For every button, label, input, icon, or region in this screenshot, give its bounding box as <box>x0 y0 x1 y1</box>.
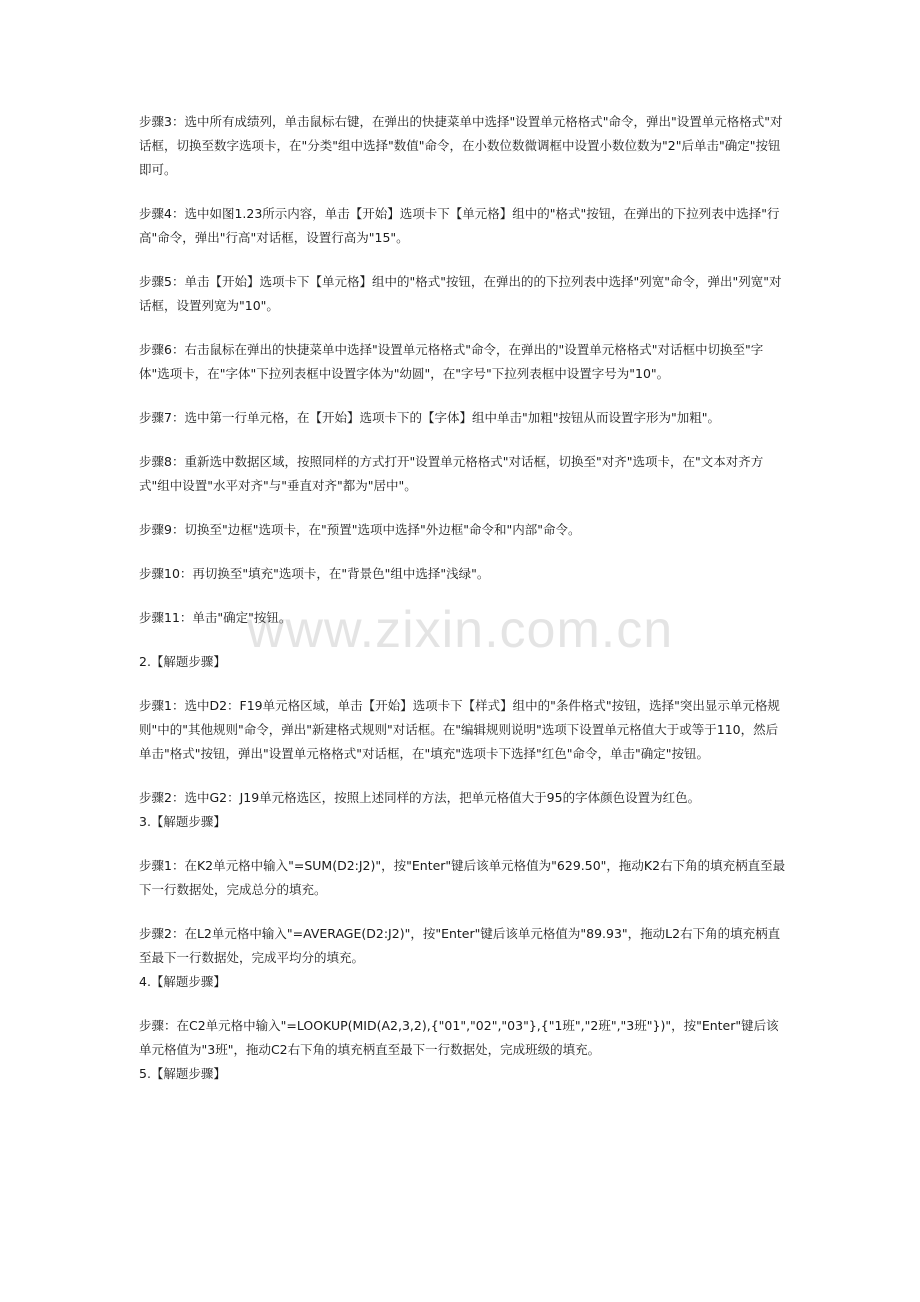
paragraph-q2-step-1: 步骤1：选中D2：F19单元格区域，单击【开始】选项卡下【样式】组中的"条件格式"按钮，选择"突出显示单元格规则"中的"其他规则"命令，弹出"新建格式规则"对话框。在"编辑规则说明"选项下设置单元格值大于或等于110，然后单击"格式"按钮，弹出"设置单元格格式"对话框，在"填充"选项卡下选择"红色"命令，单击"确定"按钮。 <box>139 698 780 761</box>
section-heading-4: 4.【解题步骤】 <box>139 974 226 989</box>
paragraph-q3-step-1: 步骤1：在K2单元格中输入"=SUM(D2:J2)"，按"Enter"键后该单元格值为"629.50"，拖动K2右下角的填充柄直至最下一行数据处，完成总分的填充。 <box>139 858 786 897</box>
paragraph-q4-step: 步骤：在C2单元格中输入"=LOOKUP(MID(A2,3,2),{"01","02","03"},{"1班","2班","3班"})"，按"Enter"键后该单元格值为"3班"，拖动C2右下角的填充柄直至最下一行数据处，完成班级的填充。 <box>139 1018 779 1057</box>
paragraph-step-7: 步骤7：选中第一行单元格，在【开始】选项卡下的【字体】组中单击"加粗"按钮从而设置字形为"加粗"。 <box>139 410 720 425</box>
paragraph-step-3: 步骤3：选中所有成绩列，单击鼠标右键，在弹出的快捷菜单中选择"设置单元格格式"命令，弹出"设置单元格格式"对话框，切换至数字选项卡，在"分类"组中选择"数值"命令，在小数位数微调框中设置小数位数为"2"后单击"确定"按钮即可。 <box>139 114 783 177</box>
paragraph-step-5: 步骤5：单击【开始】选项卡下【单元格】组中的"格式"按钮，在弹出的的下拉列表中选择"列宽"命令，弹出"列宽"对话框，设置列宽为"10"。 <box>139 274 782 313</box>
paragraph-q3-step-2: 步骤2：在L2单元格中输入"=AVERAGE(D2:J2)"，按"Enter"键后该单元格值为"89.93"，拖动L2右下角的填充柄直至最下一行数据处，完成平均分的填充。 <box>139 926 781 965</box>
watermark: www.zixin.com.cn <box>246 601 674 659</box>
paragraph-q2-step-2: 步骤2：选中G2：J19单元格选区，按照上述同样的方法，把单元格值大于95的字体颜色设置为红色。 <box>139 790 701 805</box>
paragraph-step-10: 步骤10：再切换至"填充"选项卡，在"背景色"组中选择"浅绿"。 <box>139 566 490 581</box>
paragraph-step-8: 步骤8：重新选中数据区域，按照同样的方式打开"设置单元格格式"对话框，切换至"对齐"选项卡，在"文本对齐方式"组中设置"水平对齐"与"垂直对齐"都为"居中"。 <box>139 454 764 493</box>
section-heading-2: 2.【解题步骤】 <box>139 654 226 669</box>
paragraph-step-4: 步骤4：选中如图1.23所示内容，单击【开始】选项卡下【单元格】组中的"格式"按钮，在弹出的下拉列表中选择"行高"命令，弹出"行高"对话框，设置行高为"15"。 <box>139 206 780 245</box>
section-heading-5: 5.【解题步骤】 <box>139 1066 226 1081</box>
document-body <box>139 110 789 1086</box>
paragraph-step-6: 步骤6：右击鼠标在弹出的快捷菜单中选择"设置单元格格式"命令，在弹出的"设置单元格格式"对话框中切换至"字体"选项卡，在"字体"下拉列表框中设置字体为"幼圆"，在"字号"下拉列表框中设置字号为"10"。 <box>139 342 764 381</box>
section-heading-3: 3.【解题步骤】 <box>139 814 226 829</box>
paragraph-step-9: 步骤9：切换至"边框"选项卡，在"预置"选项中选择"外边框"命令和"内部"命令。 <box>139 522 581 537</box>
paragraph-step-11: 步骤11：单击"确定"按钮。 <box>139 610 292 625</box>
